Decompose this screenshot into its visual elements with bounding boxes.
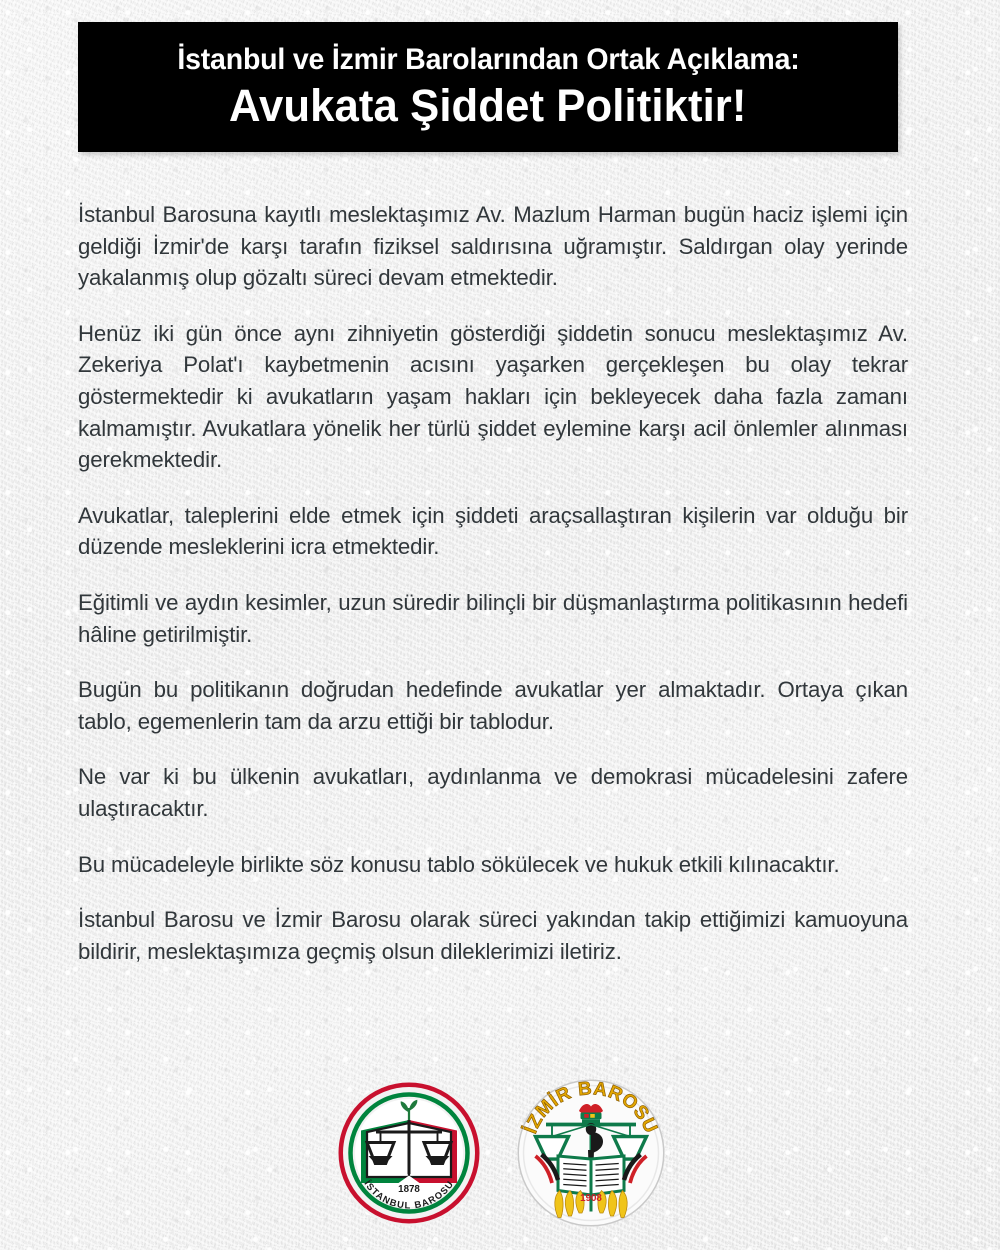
izmir-logo-name: İZMİR BAROSU [519, 1078, 663, 1137]
paragraph-7: Bu mücadeleyle birlikte söz konusu tablo sökülecek ve hukuk etkili kılınacaktır. [78, 851, 840, 877]
izmir-logo-year: 1908 [580, 1193, 602, 1204]
istanbul-barosu-logo [334, 1078, 484, 1230]
statement-body [78, 199, 908, 967]
headline-line-2: Avukata Şiddet Politiktir! [229, 79, 747, 131]
paragraph-3: Avukatlar, taleplerini elde etmek için şiddeti araçsallaştıran kişilerin var olduğu bir düzende mesleklerini icra etmektedir. [78, 502, 908, 560]
paragraph-1: İstanbul Barosuna kayıtlı meslektaşımız Av. Mazlum Harman bugün haciz işlemi için geldiği İzmir'de karşı tarafın fiziksel saldırısına uğramıştır. Saldırgan olay yerinde yakalanmış olup gözaltı süreci devam etmektedir. [78, 202, 908, 291]
istanbul-barosu-icon [334, 1078, 484, 1228]
istanbul-logo-year: 1878 [398, 1184, 420, 1195]
headline-banner [78, 22, 898, 152]
paragraph-6: Ne var ki bu ülkenin avukatları, aydınlanma ve demokrasi mücadelesini zafere ulaştıracaktır. [78, 764, 908, 821]
istanbul-logo-name: İSTANBUL BAROSU [362, 1178, 456, 1211]
paragraph-8: İstanbul Barosu ve İzmir Barosu olarak süreci yakından takip ettiğimizi kamuoyuna bildirir, meslektaşımıza geçmiş olsun dileklerimizi iletiriz. [78, 907, 908, 964]
izmir-barosu-icon [516, 1078, 666, 1228]
izmir-barosu-logo [516, 1078, 666, 1230]
paragraph-5: Bugün bu politikanın doğrudan hedefinde avukatlar yer almaktadır. Ortaya çıkan tablo, egemenlerin tam da arzu ettiği bir tablodur. [78, 677, 908, 734]
headline-line-1: İstanbul ve İzmir Barolarından Ortak Açıklama: [176, 42, 800, 76]
paragraph-4: Eğitimli ve aydın kesimler, uzun süredir bilinçli bir düşmanlaştırma politikasının hedefi hâline getirilmiştir. [78, 589, 908, 647]
paragraph-2: Henüz iki gün önce aynı zihniyetin gösterdiği şiddetin sonucu meslektaşımız Av. Zekeriya Polat'ı kaybetmenin acısını yaşarken gerçekleşen bu olay tekrar göstermektedir ki avukatların yaşam hakları için bekleyecek daha fazla zamanı kalmamıştır. Avukatlara yönelik her türlü şiddet eylemine karşı acil önlemler alınması gerekmektedir. [78, 320, 908, 473]
bar-association-logos [0, 1078, 1000, 1233]
